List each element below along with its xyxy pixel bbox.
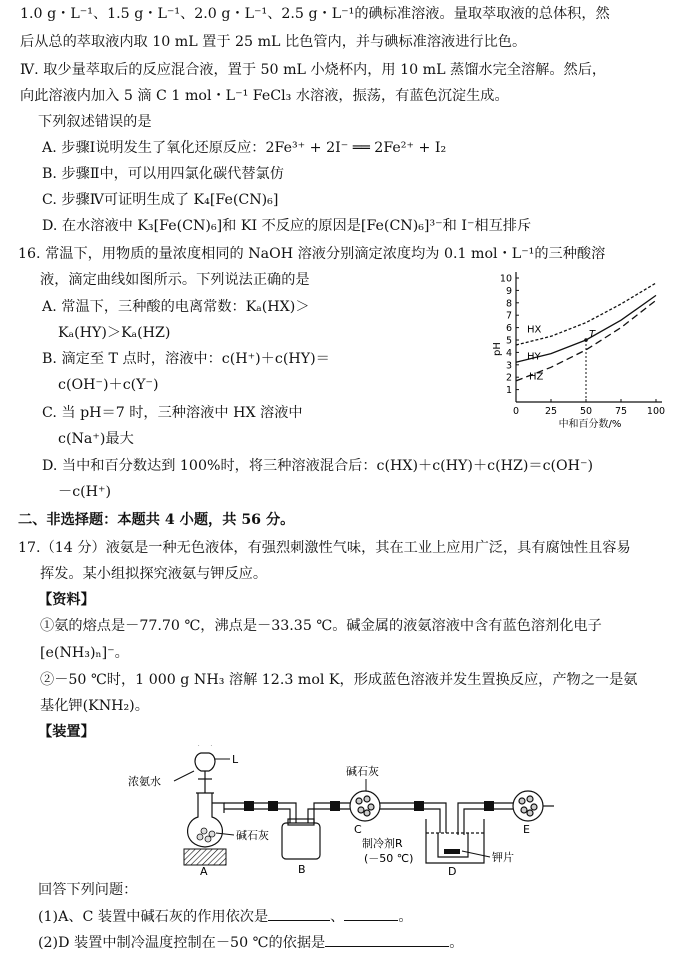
answer-2-end: 。 bbox=[449, 935, 464, 951]
label-ammonia: 浓氨水 bbox=[128, 775, 161, 788]
label-b: B bbox=[298, 863, 306, 875]
label-soda-lime-c: 碱石灰 bbox=[346, 765, 379, 778]
info-item: 基化钾(KNH₂)。 bbox=[40, 698, 149, 714]
text-line: 后从总的萃取液内取 10 mL 置于 25 mL 比色管内，并与碘标准溶液进行比色。 bbox=[20, 34, 527, 50]
y-tick-label: 4 bbox=[505, 347, 512, 359]
x-tick-label: 25 bbox=[544, 406, 558, 417]
q16-option-a: Kₐ(HY)＞Kₐ(HZ) bbox=[58, 325, 171, 341]
drying-tube-c bbox=[350, 791, 380, 821]
answer-1-end: 。 bbox=[398, 909, 413, 925]
q16-stem: 液，滴定曲线如图所示。下列说法正确的是 bbox=[40, 272, 310, 288]
bottle-b bbox=[282, 819, 320, 859]
info-heading: 【资料】 bbox=[38, 592, 95, 608]
label-c: C bbox=[354, 823, 362, 836]
info-item: ②－50 ℃时，1 000 g NH₃ 溶解 12.3 mol K，形成蓝色溶液并发生置换反应，产物之一是氨 bbox=[40, 672, 638, 688]
answer-blank[interactable] bbox=[268, 906, 330, 921]
label-a: A bbox=[200, 865, 208, 875]
y-tick-label: 10 bbox=[499, 273, 512, 285]
x-tick-label: 50 bbox=[579, 406, 593, 417]
answer-1-sep: 、 bbox=[330, 909, 345, 925]
x-tick-label: 100 bbox=[646, 406, 666, 417]
y-tick-label: 8 bbox=[505, 298, 512, 310]
label-potassium: 钾片 bbox=[492, 851, 514, 864]
q16-option-c: c(Na⁺)最大 bbox=[58, 431, 134, 447]
info-item: ①氨的熔点是－77.70 ℃，沸点是－33.35 ℃。碱金属的液氨溶液中含有蓝色溶剂化电子 bbox=[40, 618, 602, 634]
q16-option-b: B. 滴定至 T 点时，溶液中：c(H⁺)＋c(HY)＝ bbox=[42, 351, 330, 367]
q16-stem: 16. 常温下，用物质的量浓度相同的 NaOH 溶液分别滴定浓度均为 0.1 mol・L⁻¹的三种酸溶 bbox=[18, 246, 606, 262]
text-line: 1.0 g・L⁻¹、1.5 g・L⁻¹、2.0 g・L⁻¹、2.5 g・L⁻¹的碘标准溶液。量取萃取液的总体积，然 bbox=[20, 6, 610, 22]
q17-stem: 17.（14 分）液氨是一种无色液体，有强烈刺激性气味，其在工业上应用广泛，具有腐蚀性且容易 bbox=[18, 540, 631, 556]
y-tick-label: 9 bbox=[505, 285, 512, 297]
x-tick-label: 0 bbox=[512, 406, 520, 417]
soda-lime-a bbox=[197, 828, 215, 842]
option-c: C. 步骤Ⅳ可证明生成了 K₄[Fe(CN)₆] bbox=[42, 192, 279, 208]
answer-blank[interactable] bbox=[344, 906, 398, 921]
device-heading: 【装置】 bbox=[38, 724, 95, 740]
apparatus-diagram bbox=[118, 745, 558, 875]
q16-option-a: A. 常温下，三种酸的电离常数：Kₐ(HX)＞ bbox=[42, 299, 310, 315]
text-line: Ⅳ. 取少量萃取后的反应混合液，置于 50 mL 小烧杯内，用 10 mL 蒸馏水完全溶解。然后， bbox=[20, 62, 607, 78]
series-label: HY bbox=[527, 351, 541, 363]
label-L: L bbox=[232, 753, 239, 766]
series-label: HX bbox=[527, 324, 542, 336]
y-tick-label: 5 bbox=[505, 335, 512, 347]
option-a: A. 步骤Ⅰ说明发生了氧化还原反应：2Fe³⁺ + 2I⁻ ══ 2Fe²⁺ + I₂ bbox=[42, 140, 447, 156]
y-tick-label: 7 bbox=[505, 310, 512, 322]
x-tick-label: 75 bbox=[614, 406, 628, 417]
option-b: B. 步骤Ⅱ中，可以用四氯化碳代替氯仿 bbox=[42, 166, 284, 182]
q16-option-d: D. 当中和百分数达到 100%时，将三种溶液混合后：c(HX)＋c(HY)＋c(HZ)＝c(OH⁻) bbox=[42, 458, 594, 474]
titration-chart bbox=[490, 268, 680, 428]
answer-1 bbox=[38, 906, 413, 927]
question-prompt: 下列叙述错误的是 bbox=[38, 114, 152, 130]
label-e: E bbox=[523, 823, 530, 836]
drying-tube-e bbox=[513, 791, 554, 821]
answer-1-text: (1)A、C 装置中碱石灰的作用依次是 bbox=[38, 909, 269, 925]
y-tick-label: 1 bbox=[505, 385, 512, 397]
q16-option-c: C. 当 pH＝7 时，三种溶液中 HX 溶液中 bbox=[42, 405, 303, 421]
answer-heading: 回答下列问题： bbox=[38, 882, 138, 898]
answer-2 bbox=[38, 932, 463, 953]
series-label: HZ bbox=[529, 371, 544, 383]
heater-block bbox=[184, 849, 226, 865]
answer-blank[interactable] bbox=[325, 932, 449, 947]
y-tick-label: 6 bbox=[505, 323, 512, 335]
label-soda-lime-a: 碱石灰 bbox=[236, 829, 269, 842]
label-coolant: 制冷剂R bbox=[362, 837, 403, 850]
cooling-bath-d bbox=[426, 819, 484, 863]
potassium-piece bbox=[444, 849, 460, 854]
section-heading: 二、非选择题：本题共 4 小题，共 56 分。 bbox=[18, 512, 295, 528]
text-line: 向此溶液内加入 5 滴 C 1 mol・L⁻¹ FeCl₃ 水溶液，振荡，有蓝色沉淀生成。 bbox=[20, 88, 509, 104]
q16-option-d: －c(H⁺) bbox=[58, 484, 112, 500]
point-t-marker bbox=[584, 338, 588, 342]
option-d: D. 在水溶液中 K₃[Fe(CN)₆]和 KI 不反应的原因是[Fe(CN)₆]³⁻和 I⁻相互排斥 bbox=[42, 218, 532, 234]
answer-2-text: (2)D 装置中制冷温度控制在－50 ℃的依据是 bbox=[38, 935, 326, 951]
q17-stem: 挥发。某小组拟探究液氨与钾反应。 bbox=[40, 566, 268, 582]
label-coolant-temp: (－50 ℃) bbox=[364, 852, 414, 865]
x-axis-label: 中和百分数/% bbox=[558, 419, 622, 428]
q16-option-b: c(OH⁻)＋c(Y⁻) bbox=[58, 377, 159, 393]
label-d: D bbox=[448, 865, 457, 875]
info-item: [e(NH₃)ₙ]⁻。 bbox=[40, 645, 129, 661]
point-t-label: T bbox=[589, 329, 596, 340]
separatory-funnel bbox=[195, 745, 215, 793]
y-tick-label: 3 bbox=[505, 360, 512, 372]
y-axis-label: pH bbox=[492, 342, 503, 356]
series-line-hx bbox=[516, 283, 656, 345]
y-tick-label: 2 bbox=[505, 372, 512, 384]
